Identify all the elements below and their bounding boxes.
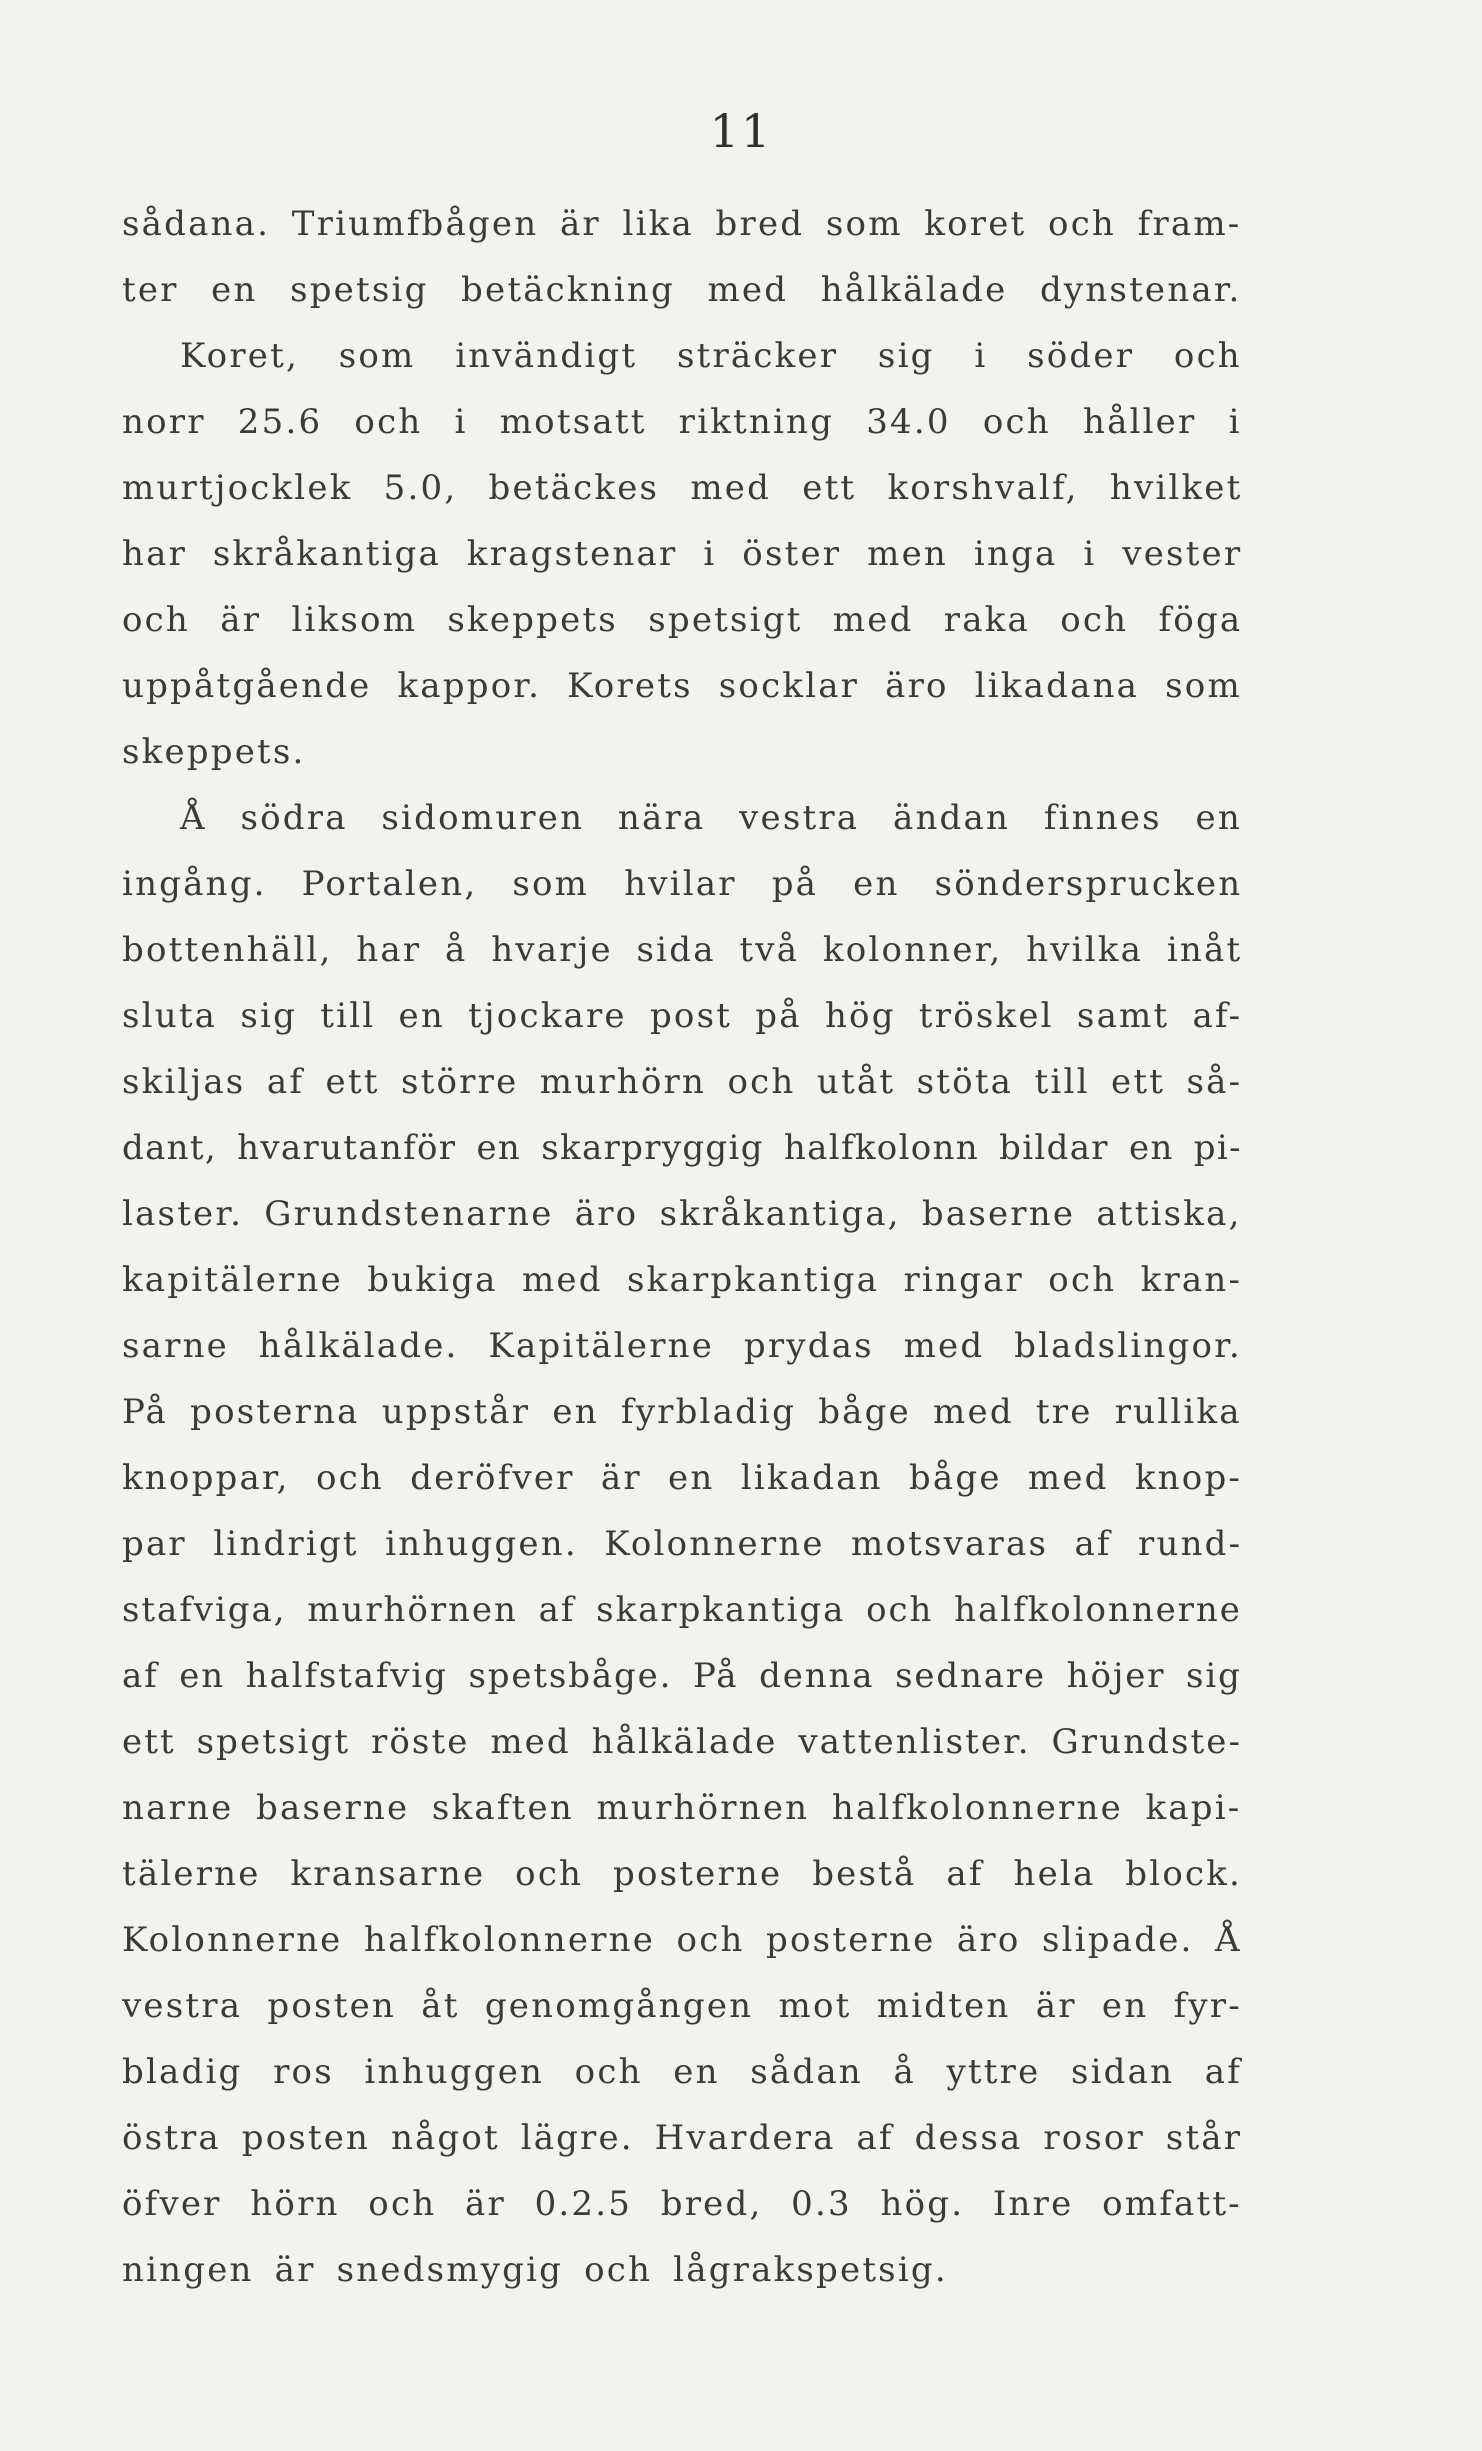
text-line: har skråkantiga kragstenar i öster men inga i vester [122,534,1243,574]
text-line: norr 25.6 och i motsatt riktning 34.0 och håller i [122,402,1242,442]
text-line: ningen är snedsmygig och lågrakspetsig. [122,2250,948,2290]
text-line: Koret, som invändigt sträcker sig i söder och [180,336,1242,376]
text-line: murtjocklek 5.0, betäckes med ett korshvalf, hvilket [122,468,1243,508]
text-line: bottenhäll, har å hvarje sida två kolonner, hvilka inåt [122,930,1243,970]
text-line: ingång. Portalen, som hvilar på en söndersprucken [122,864,1243,904]
text-line: uppåtgående kappor. Korets socklar äro likadana som [122,666,1242,706]
text-line: Kolonnerne halfkolonnerne och posterne äro slipade. Å [122,1920,1242,1960]
text-line: skiljas af ett större murhörn och utåt stöta till ett så- [122,1062,1243,1102]
page-number: 11 [709,104,773,158]
text-line: af en halfstafvig spetsbåge. På denna sednare höjer sig [122,1656,1242,1696]
text-line: vestra posten åt genomgången mot midten är en fyr- [122,1986,1242,2026]
text-line: kapitälerne bukiga med skarpkantiga ringar och kran- [122,1260,1243,1300]
text-line: Å södra sidomuren nära vestra ändan finnes en [180,798,1242,838]
text-line: narne baserne skaften murhörnen halfkolonnerne kapi- [122,1788,1242,1828]
text-line: östra posten något lägre. Hvardera af dessa rosor står [122,2118,1243,2158]
text-line: dant, hvarutanför en skarpryggig halfkolonn bildar en pi- [122,1128,1242,1168]
text-line: laster. Grundstenarne äro skråkantiga, baserne attiska, [122,1194,1242,1234]
text-line: bladig ros inhuggen och en sådan å yttre sidan af [122,2052,1243,2092]
text-line: sarne hålkälade. Kapitälerne prydas med bladslingor. [122,1326,1242,1366]
text-line: stafviga, murhörnen af skarpkantiga och halfkolonnerne [122,1590,1242,1630]
text-line: par lindrigt inhuggen. Kolonnerne motsvaras af rund- [122,1524,1243,1564]
text-line: ett spetsigt röste med hålkälade vattenlister. Grundste- [122,1722,1243,1762]
text-line: tälerne kransarne och posterne bestå af hela block. [122,1854,1243,1894]
text-line: skeppets. [122,732,306,772]
text-line: och är liksom skeppets spetsigt med raka och föga [122,600,1243,640]
text-line: sluta sig till en tjockare post på hög tröskel samt af- [122,996,1243,1036]
text-line: öfver hörn och är 0.2.5 bred, 0.3 hög. Inre omfatt- [122,2184,1242,2224]
text-line: sådana. Triumfbågen är lika bred som koret och fram- [122,204,1242,244]
text-line: ter en spetsig betäckning med hålkälade dynstenar. [122,270,1242,310]
text-line: knoppar, och deröfver är en likadan båge med knop- [122,1458,1243,1498]
text-line: På posterna uppstår en fyrbladig båge med tre rullika [122,1392,1242,1432]
